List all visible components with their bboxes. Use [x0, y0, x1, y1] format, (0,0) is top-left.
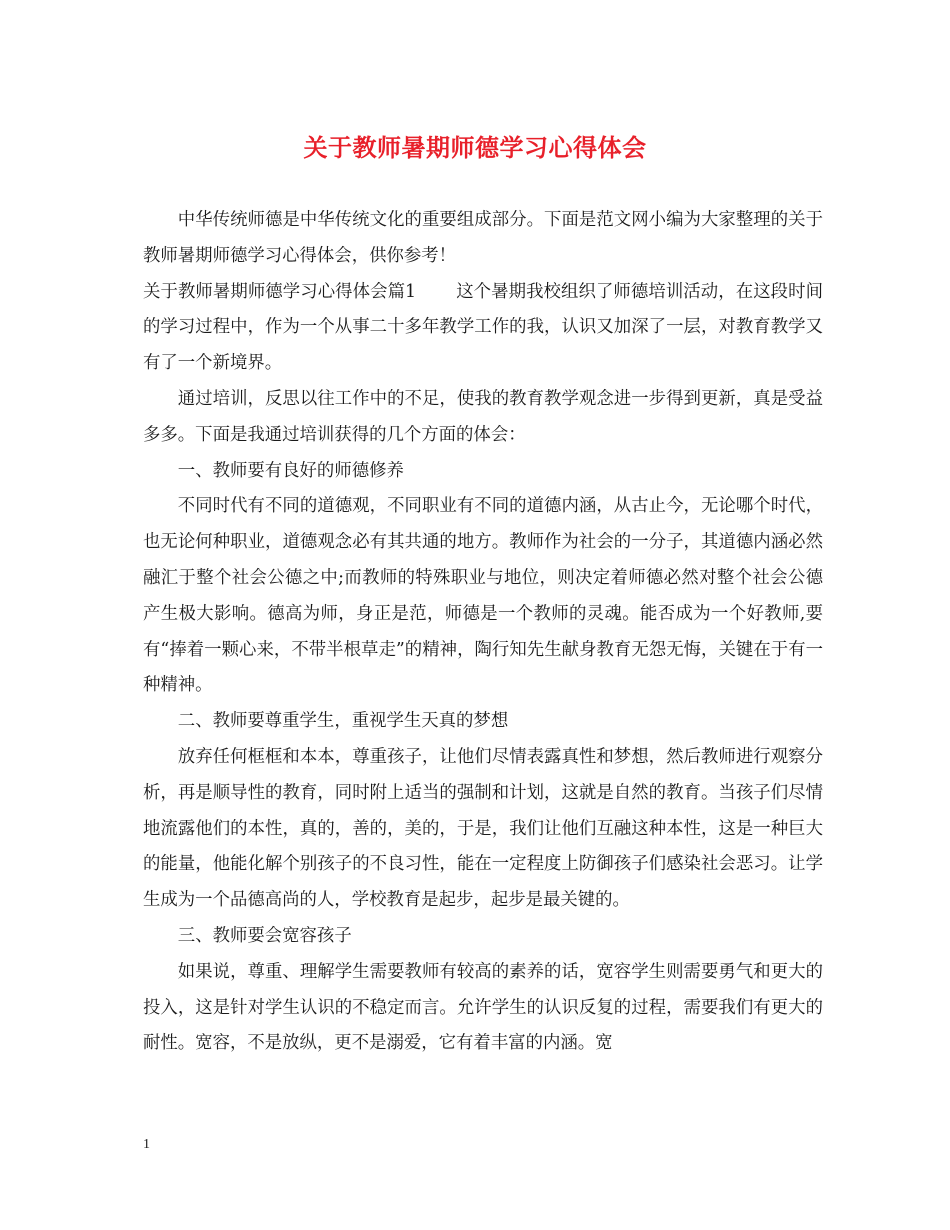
paragraph-chapter-1	[143, 275, 823, 382]
section-heading-3: 三、教师要会宽容孩子	[177, 925, 352, 946]
section-heading-2: 二、教师要尊重学生，重视学生天真的梦想	[177, 711, 509, 732]
chapter-heading: 关于教师暑期师德学习心得体会篇1	[143, 281, 417, 302]
document-title: 关于教师暑期师德学习心得体会	[303, 133, 647, 162]
paragraph-section-2: 放弃任何框框和本本，尊重孩子，让他们尽情表露真性和梦想，然后教师进行观察分析，再是顺导性的教育，同时附上适当的强制和计划，这就是自然的教育。当孩子们尽情地流露他们的本性，真的，善的，美的，于是，我们让他们互融这种本性，这是一种巨大的能量，他能化解个别孩子的不良习性，能在一定程度上防御孩子们感染社会恶习。让学生成为一个品德高尚的人，学校教育是起步，起步是最关键的。	[143, 746, 823, 911]
section-heading-1: 一、教师要有良好的师德修养	[177, 460, 404, 481]
paragraph-reflection: 通过培训，反思以往工作中的不足，使我的教育教学观念进一步得到更新，真是受益多多。下面是我通过培训获得的几个方面的体会：	[143, 388, 823, 445]
document-body	[143, 203, 823, 1062]
paragraph-section-3: 如果说，尊重、理解学生需要教师有较高的素养的话，宽容学生则需要勇气和更大的投入，这是针对学生认识的不稳定而言。允许学生的认识反复的过程，需要我们有更大的耐性。宽容，不是放纵，更不是溺爱，它有着丰富的内涵。宽	[143, 961, 823, 1054]
paragraph-intro: 中华传统师德是中华传统文化的重要组成部分。下面是范文网小编为大家整理的关于教师暑期师德学习心得体会，供你参考！	[143, 210, 823, 266]
paragraph-section-1: 不同时代有不同的道德观，不同职业有不同的道德内涵，从古止今，无论哪个时代，也无论何种职业，道德观念必有其共通的地方。教师作为社会的一分子，其道德内涵必然融汇于整个社会公德之中;而教师的特殊职业与地位，则决定着师德必然对整个社会公德产生极大影响。德高为师，身正是范，师德是一个教师的灵魂。能否成为一个好教师,要有“捧着一颗心来，不带半根草走”的精神，陶行知先生献身教育无怨无悔，关键在于有一种精神。	[143, 496, 823, 696]
chapter-1-text: 这个暑期我校组织了师德培训活动，在这段时间的学习过程中，作为一个从事二十多年教学工作的我，认识又加深了一层，对教育教学又有了一个新境界。	[143, 281, 823, 374]
page-number: 1	[143, 1137, 150, 1152]
